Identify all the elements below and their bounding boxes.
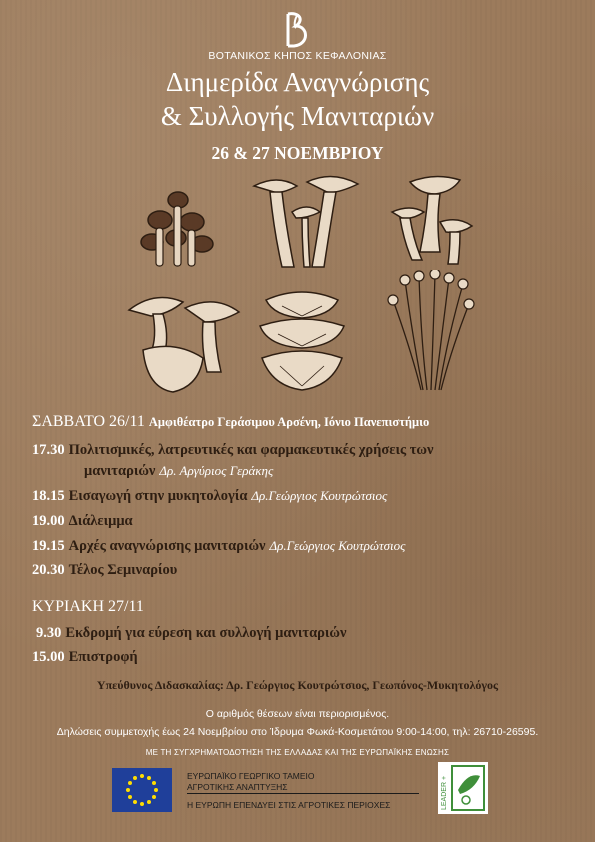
event-title-line2: & Συλλογής Μανιταριών xyxy=(160,101,435,131)
event-dates: 26 & 27 ΝΟΕΜΒΡΙΟΥ xyxy=(211,143,384,163)
program-time: 17.30 xyxy=(32,442,65,458)
eu-fund-line2: ΑΓΡΟΤΙΚΗΣ ΑΝΑΠΤΥΞΗΣ xyxy=(187,782,288,792)
program-item xyxy=(32,537,405,555)
mushroom-chanterelle-icon xyxy=(390,172,480,272)
saturday-day: ΣΑΒΒΑΤΟ 26/11 xyxy=(32,413,145,430)
program-time: 18.15 xyxy=(32,488,65,504)
program-speaker: Δρ.Γεώργιος Κουτρώτσιος xyxy=(251,488,388,503)
mushroom-cluster-1-icon xyxy=(130,182,225,272)
mushroom-oyster-round-icon xyxy=(252,286,352,396)
seats-notice: Ο αριθμός θέσεων είναι περιορισμένος. xyxy=(205,708,390,720)
saturday-venue: Αμφιθέατρο Γεράσιμου Αρσένη, Ιόνιο Πανεπιστήμιο xyxy=(148,415,430,429)
program-item xyxy=(32,648,138,666)
eu-divider xyxy=(187,793,419,794)
program-title-continued: μανιταριών xyxy=(84,463,156,479)
program-time: 9.30 xyxy=(36,625,62,641)
leader-plus-logo xyxy=(438,762,488,814)
botanical-garden-logo xyxy=(280,10,316,50)
program-item xyxy=(36,624,347,642)
funding-statement: ΜΕ ΤΗ ΣΥΓΧΡΗΜΑΤΟΔΟΤΗΣΗ ΤΗΣ ΕΛΛΑΔΑΣ ΚΑΙ ΤΗΣ ΕΥΡΩΠΑΪΚΗΣ ΕΝΩΣΗΣ xyxy=(145,748,450,757)
program-title: Εκδρομή για εύρεση και συλλογή μανιταριών xyxy=(65,625,347,641)
program-title: Διάλειμμα xyxy=(68,513,133,529)
leader-logo-text: LEADER + xyxy=(441,775,448,810)
program-title: Εισαγωγή στην μυκητολογία xyxy=(68,488,248,504)
program-title: Επιστροφή xyxy=(68,649,138,665)
program-item xyxy=(32,441,433,459)
program-item xyxy=(32,487,387,505)
program-time: 19.00 xyxy=(32,513,65,529)
responsible-instructor: Υπεύθυνος Διδασκαλίας: Δρ. Γεώργιος Κουτρώτσιος, Γεωπόνος-Μυκητολόγος xyxy=(96,678,499,692)
program-time: 19.15 xyxy=(32,538,65,554)
program-item-continued xyxy=(84,462,273,480)
eu-slogan: Η ΕΥΡΩΠΗ ΕΠΕΝΔΥΕΙ ΣΤΙΣ ΑΓΡΟΤΙΚΕΣ ΠΕΡΙΟΧΕΣ xyxy=(187,800,391,810)
mushroom-enoki-icon xyxy=(385,270,475,398)
saturday-heading-row xyxy=(32,413,429,431)
program-speaker: Δρ. Αργύριος Γεράκης xyxy=(159,463,274,478)
mushroom-bolete-icon xyxy=(125,288,243,396)
program-speaker: Δρ.Γεώργιος Κουτρώτσιος xyxy=(269,538,406,553)
program-title: Τέλος Σεμιναρίου xyxy=(68,562,178,578)
program-time: 15.00 xyxy=(32,649,65,665)
program-item xyxy=(32,512,133,530)
program-time: 20.30 xyxy=(32,562,65,578)
mushroom-oyster-tall-icon xyxy=(252,172,362,272)
eu-fund-line1: ΕΥΡΩΠΑΪΚΟ ΓΕΩΡΓΙΚΟ ΤΑΜΕΙΟ xyxy=(187,771,315,781)
sunday-heading-row xyxy=(32,598,144,616)
event-title-line1: Διημερίδα Αναγνώρισης xyxy=(165,67,430,97)
program-title: Αρχές αναγνώρισης μανιταριών xyxy=(68,538,266,554)
eu-flag-icon xyxy=(112,768,172,812)
organization-name: ΒΟΤΑΝΙΚΟΣ ΚΗΠΟΣ ΚΕΦΑΛΟΝΙΑΣ xyxy=(208,50,387,62)
program-title: Πολιτισμικές, λατρευτικές και φαρμακευτικές χρήσεις των xyxy=(68,442,434,458)
program-item xyxy=(32,561,177,579)
registration-info: Δηλώσεις συμμετοχής έως 24 Νοεμβρίου στο Ίδρυμα Φωκά-Κοσμετάτου 9:00-14:00, τηλ: 26710-26595. xyxy=(56,726,539,738)
sunday-day: ΚΥΡΙΑΚΗ 27/11 xyxy=(32,598,144,615)
